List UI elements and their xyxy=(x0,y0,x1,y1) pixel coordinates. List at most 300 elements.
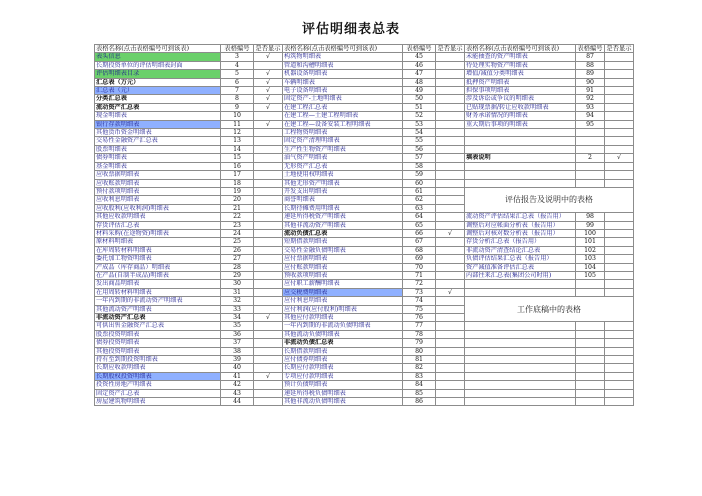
table-name-link[interactable]: 发出商品明细表 xyxy=(95,280,221,288)
table-name-link[interactable]: 短期借款明细表 xyxy=(283,238,403,246)
table-name-link[interactable]: 内部往来汇总表(集团公司时用) xyxy=(465,271,576,279)
table-code[interactable]: 27 xyxy=(221,255,254,263)
table-code[interactable]: 52 xyxy=(403,112,436,120)
table-name-link[interactable]: 非流动资产汇总表 xyxy=(95,314,221,322)
table-code[interactable]: 88 xyxy=(576,61,605,69)
table-code[interactable]: 24 xyxy=(221,229,254,237)
table-name-link[interactable]: 现金明细表 xyxy=(95,112,221,120)
section-heading: 评估报告及说明中的表格 xyxy=(465,187,634,212)
table-name-link[interactable]: 表头信息 xyxy=(95,53,221,61)
table-name-link[interactable]: 流动负债汇总表 xyxy=(283,229,403,237)
table-row xyxy=(95,246,634,254)
table-code[interactable]: 17 xyxy=(221,171,254,179)
show-flag xyxy=(605,70,634,78)
table-code[interactable]: 64 xyxy=(403,213,436,221)
table-name-link[interactable]: 长期股权投资明细表 xyxy=(95,372,221,380)
show-flag xyxy=(436,103,465,111)
show-flag: √ xyxy=(254,78,283,86)
table-name-link[interactable]: 材料采购(在途物资)明细表 xyxy=(95,229,221,237)
show-flag xyxy=(436,305,465,313)
header-table-code: 表格编号 xyxy=(221,45,254,53)
table-code[interactable]: 21 xyxy=(221,204,254,212)
table-code[interactable]: 4 xyxy=(221,61,254,69)
table-row xyxy=(95,339,634,347)
table-code[interactable]: 69 xyxy=(403,255,436,263)
table-name-link[interactable]: 可供出售金融资产汇总表 xyxy=(95,322,221,330)
table-code[interactable]: 8 xyxy=(221,95,254,103)
table-code[interactable]: 9 xyxy=(221,103,254,111)
table-code[interactable]: 62 xyxy=(403,196,436,204)
table-name-link[interactable]: 应付债券明细表 xyxy=(283,356,403,364)
table-code[interactable]: 28 xyxy=(221,263,254,271)
show-flag xyxy=(254,221,283,229)
table-row xyxy=(95,95,634,103)
show-flag xyxy=(254,322,283,330)
table-name-link[interactable]: 长期待摊费用明细表 xyxy=(283,204,403,212)
table-name-link[interactable]: 长期应付款明细表 xyxy=(283,364,403,372)
table-code[interactable]: 53 xyxy=(403,120,436,128)
show-flag xyxy=(436,129,465,137)
show-flag xyxy=(436,112,465,120)
empty-cell xyxy=(465,381,576,389)
table-name-link[interactable]: 未能抽查的资产明细表 xyxy=(465,53,576,61)
empty-cell xyxy=(576,171,605,179)
table-code[interactable]: 36 xyxy=(221,330,254,338)
table-code[interactable]: 43 xyxy=(221,389,254,397)
show-flag xyxy=(254,129,283,137)
show-flag xyxy=(605,229,634,237)
table-code[interactable]: 35 xyxy=(221,322,254,330)
table-name-link[interactable]: 资产减值准备评估汇总表 xyxy=(465,263,576,271)
table-code[interactable]: 98 xyxy=(576,213,605,221)
table-code[interactable]: 87 xyxy=(576,53,605,61)
table-name-link[interactable]: 其他无形资产明细表 xyxy=(283,179,403,187)
show-flag xyxy=(605,255,634,263)
empty-cell xyxy=(605,364,634,372)
table-code[interactable]: 40 xyxy=(221,364,254,372)
table-code[interactable]: 56 xyxy=(403,145,436,153)
show-flag xyxy=(254,288,283,296)
table-name-link[interactable]: 专项应付款明细表 xyxy=(283,372,403,380)
table-code[interactable]: 86 xyxy=(403,398,436,406)
table-code[interactable]: 83 xyxy=(403,372,436,380)
table-code[interactable]: 55 xyxy=(403,137,436,145)
table-code[interactable]: 30 xyxy=(221,280,254,288)
table-name-link[interactable]: 原材料明细表 xyxy=(95,238,221,246)
table-code[interactable]: 38 xyxy=(221,347,254,355)
empty-cell xyxy=(465,398,576,406)
table-code[interactable]: 34 xyxy=(221,314,254,322)
table-code[interactable]: 76 xyxy=(403,314,436,322)
table-name-link[interactable]: 应付利润(应付股利)明细表 xyxy=(283,305,403,313)
table-code[interactable]: 105 xyxy=(576,271,605,279)
empty-cell xyxy=(576,280,605,288)
show-flag xyxy=(254,280,283,288)
show-flag: √ xyxy=(254,372,283,380)
show-flag xyxy=(436,381,465,389)
table-name-link[interactable]: 其他流动负债明细表 xyxy=(283,330,403,338)
table-code[interactable]: 74 xyxy=(403,297,436,305)
table-name-link[interactable]: 预收款项明细表 xyxy=(283,271,403,279)
table-name-link[interactable]: 电子设备明细表 xyxy=(283,87,403,95)
table-code[interactable]: 63 xyxy=(403,204,436,212)
table-code[interactable]: 41 xyxy=(221,372,254,380)
table-code[interactable]: 3 xyxy=(221,53,254,61)
show-flag xyxy=(436,364,465,372)
table-row xyxy=(95,78,634,86)
table-code[interactable]: 59 xyxy=(403,171,436,179)
table-code[interactable]: 39 xyxy=(221,356,254,364)
table-name-link[interactable]: 增值/减值分类明细表 xyxy=(465,70,576,78)
table-code[interactable]: 103 xyxy=(576,255,605,263)
table-name-link[interactable]: 担保事项明细表 xyxy=(465,87,576,95)
table-code[interactable]: 94 xyxy=(576,112,605,120)
table-code[interactable]: 50 xyxy=(403,95,436,103)
table-code[interactable]: 79 xyxy=(403,339,436,347)
table-name-link[interactable]: 委托加工物资明细表 xyxy=(95,255,221,263)
table-name-link[interactable]: 长期应收款明细表 xyxy=(95,364,221,372)
table-code[interactable]: 32 xyxy=(221,297,254,305)
table-row xyxy=(95,213,634,221)
table-name-link[interactable]: 抵押资产明细表 xyxy=(465,78,576,86)
empty-cell xyxy=(576,145,605,153)
show-flag xyxy=(436,154,465,162)
table-code[interactable]: 49 xyxy=(403,87,436,95)
table-row xyxy=(95,381,634,389)
table-name-link[interactable]: 长期借款明细表 xyxy=(283,347,403,355)
table-code[interactable]: 16 xyxy=(221,162,254,170)
table-code[interactable]: 91 xyxy=(576,87,605,95)
empty-cell xyxy=(576,129,605,137)
table-code[interactable]: 90 xyxy=(576,78,605,86)
table-name-link[interactable]: 应付票据明细表 xyxy=(283,255,403,263)
header-show-flag: 是否显示 xyxy=(606,45,632,52)
table-code[interactable]: 84 xyxy=(403,381,436,389)
table-name-link[interactable]: 应付职工薪酬明细表 xyxy=(283,280,403,288)
table-code[interactable]: 20 xyxy=(221,196,254,204)
empty-cell xyxy=(465,288,576,296)
table-name-link[interactable]: 应收账款明细表 xyxy=(95,179,221,187)
table-name-link[interactable]: 应交税费明细表 xyxy=(283,288,403,296)
table-name-link[interactable]: 其他非流动资产明细表 xyxy=(283,221,403,229)
table-code[interactable]: 68 xyxy=(403,246,436,254)
table-code[interactable]: 6 xyxy=(221,78,254,86)
table-name-link[interactable]: 无形资产汇总表 xyxy=(283,162,403,170)
table-name-link[interactable]: 分类汇总表 xyxy=(95,95,221,103)
table-name-link[interactable]: 汇总表（万元） xyxy=(95,78,221,86)
table-name-link[interactable]: 应收票据明细表 xyxy=(95,171,221,179)
table-code[interactable]: 95 xyxy=(576,120,605,128)
fill-note-link[interactable]: 填表说明 xyxy=(465,154,576,162)
empty-cell xyxy=(605,322,634,330)
table-row xyxy=(95,87,634,95)
table-name-link[interactable]: 涉及诉讼或争议的明细表 xyxy=(465,95,576,103)
table-code[interactable]: 82 xyxy=(403,364,436,372)
table-name-link[interactable]: 存货分析汇总表（报告用） xyxy=(465,238,576,246)
table-code[interactable]: 47 xyxy=(403,70,436,78)
table-code[interactable]: 104 xyxy=(576,263,605,271)
table-name-link[interactable]: 投资性房地产明细表 xyxy=(95,381,221,389)
show-flag xyxy=(436,162,465,170)
table-code[interactable]: 31 xyxy=(221,288,254,296)
table-name-link[interactable]: 股票投资明细表 xyxy=(95,330,221,338)
summary-table xyxy=(94,44,634,406)
table-name-link[interactable]: 递延所得税资产明细表 xyxy=(283,213,403,221)
show-flag xyxy=(254,154,283,162)
table-row xyxy=(95,356,634,364)
show-flag xyxy=(605,78,634,86)
table-code[interactable]: 60 xyxy=(403,179,436,187)
table-row xyxy=(95,280,634,288)
table-name-link[interactable]: 一年内到期的非流动负债明细表 xyxy=(283,322,403,330)
table-name-link[interactable]: 应收利息明细表 xyxy=(95,196,221,204)
empty-cell xyxy=(576,347,605,355)
table-code[interactable]: 11 xyxy=(221,120,254,128)
table-code[interactable]: 80 xyxy=(403,347,436,355)
table-row xyxy=(95,372,634,380)
table-code[interactable]: 51 xyxy=(403,103,436,111)
table-name-link[interactable]: 待处理实物资产明细表 xyxy=(465,61,576,69)
table-code[interactable]: 99 xyxy=(576,221,605,229)
table-code[interactable]: 54 xyxy=(403,129,436,137)
empty-cell xyxy=(576,364,605,372)
table-code[interactable]: 85 xyxy=(403,389,436,397)
empty-cell xyxy=(605,347,634,355)
table-code[interactable]: 65 xyxy=(403,221,436,229)
show-flag xyxy=(605,221,634,229)
show-flag xyxy=(436,137,465,145)
show-flag xyxy=(436,372,465,380)
table-name-link[interactable]: 重大期后事项的明细表 xyxy=(465,120,576,128)
table-code[interactable]: 14 xyxy=(221,145,254,153)
empty-cell xyxy=(605,171,634,179)
show-flag xyxy=(254,137,283,145)
table-code[interactable]: 92 xyxy=(576,95,605,103)
table-code[interactable]: 45 xyxy=(403,53,436,61)
table-row xyxy=(95,145,634,153)
table-name-link[interactable]: 产成品（库存商品）明细表 xyxy=(95,263,221,271)
table-row xyxy=(95,221,634,229)
table-code[interactable]: 78 xyxy=(403,330,436,338)
table-name-link[interactable]: 在库周转材料明细表 xyxy=(95,246,221,254)
table-row xyxy=(95,179,634,187)
table-code[interactable]: 23 xyxy=(221,221,254,229)
show-flag xyxy=(254,187,283,195)
table-code[interactable]: 10 xyxy=(221,112,254,120)
table-name-link[interactable]: 股票明细表 xyxy=(95,145,221,153)
table-row xyxy=(95,364,634,372)
table-name-link[interactable]: 流动资产评估结果汇总表（报告用） xyxy=(465,213,576,221)
table-name-link[interactable]: 在建工程—土建工程明细表 xyxy=(283,112,403,120)
show-flag xyxy=(436,297,465,305)
table-name-link[interactable]: 管道和沟槽明细表 xyxy=(283,61,403,69)
table-name-link[interactable]: 非流动资产清查结论汇总表 xyxy=(465,246,576,254)
table-code[interactable]: 73 xyxy=(403,288,436,296)
table-code[interactable]: 81 xyxy=(403,356,436,364)
table-code[interactable]: 2 xyxy=(576,154,605,162)
table-name-link[interactable]: 银行存款明细表 xyxy=(95,120,221,128)
empty-cell xyxy=(605,372,634,380)
table-code[interactable]: 77 xyxy=(403,322,436,330)
table-code[interactable]: 71 xyxy=(403,271,436,279)
table-name-link[interactable]: 油气资产明细表 xyxy=(283,154,403,162)
table-code[interactable]: 61 xyxy=(403,187,436,195)
table-name-link[interactable]: 生产性生物资产明细表 xyxy=(283,145,403,153)
table-code[interactable]: 33 xyxy=(221,305,254,313)
table-code[interactable]: 46 xyxy=(403,61,436,69)
table-name-link[interactable]: 调整后对应帐面分析表（报告用） xyxy=(465,221,576,229)
table-code[interactable]: 75 xyxy=(403,305,436,313)
empty-cell xyxy=(605,389,634,397)
table-name-link[interactable]: 车辆明细表 xyxy=(283,78,403,86)
empty-cell xyxy=(465,280,576,288)
table-name-link[interactable]: 其他应收款明细表 xyxy=(95,213,221,221)
table-code[interactable]: 15 xyxy=(221,154,254,162)
empty-cell xyxy=(605,162,634,170)
table-name-link[interactable]: 构筑物明细表 xyxy=(283,53,403,61)
table-name-link[interactable]: 基金明细表 xyxy=(95,162,221,170)
empty-cell xyxy=(576,288,605,296)
table-name-link[interactable]: 流动资产汇总表 xyxy=(95,103,221,111)
show-flag xyxy=(254,213,283,221)
table-row xyxy=(95,137,634,145)
table-name-link[interactable]: 一年内到期的非流动资产明细表 xyxy=(95,297,221,305)
table-name-link[interactable]: 其他应付款明细表 xyxy=(283,314,403,322)
table-name-link[interactable]: 房屋建筑物明细表 xyxy=(95,398,221,406)
show-flag xyxy=(254,255,283,263)
table-name-link[interactable]: 其他投资明细表 xyxy=(95,347,221,355)
table-name-link[interactable]: 预计负债明细表 xyxy=(283,381,403,389)
table-code[interactable]: 26 xyxy=(221,246,254,254)
table-name-link[interactable]: 递延所得税负债明细表 xyxy=(283,389,403,397)
table-code[interactable]: 89 xyxy=(576,70,605,78)
table-name-link[interactable]: 在建工程—设备安装工程明细表 xyxy=(283,120,403,128)
table-row xyxy=(95,347,634,355)
show-flag xyxy=(254,305,283,313)
table-code[interactable]: 66 xyxy=(403,229,436,237)
empty-cell xyxy=(576,137,605,145)
table-code[interactable]: 100 xyxy=(576,229,605,237)
table-code[interactable]: 57 xyxy=(403,154,436,162)
show-flag: √ xyxy=(254,120,283,128)
table-name-link[interactable]: 评估明细表目录 xyxy=(95,70,221,78)
table-name-link[interactable]: 土地使用权明细表 xyxy=(283,171,403,179)
table-name-link[interactable]: 在建工程汇总表 xyxy=(283,103,403,111)
show-flag xyxy=(605,53,634,61)
table-name-link[interactable]: 固定资产清理明细表 xyxy=(283,137,403,145)
table-code[interactable]: 48 xyxy=(403,78,436,86)
table-name-link[interactable]: 其他流动资产明细表 xyxy=(95,305,221,313)
table-name-link[interactable]: 财务承诺情况的明细表 xyxy=(465,112,576,120)
header-table-code: 表格编号 xyxy=(403,45,436,53)
table-name-link[interactable]: 非流动负债汇总表 xyxy=(283,339,403,347)
table-row xyxy=(95,112,634,120)
table-name-link[interactable]: 应付利息明细表 xyxy=(283,297,403,305)
table-name-link[interactable]: 应付账款明细表 xyxy=(283,263,403,271)
table-code[interactable]: 70 xyxy=(403,263,436,271)
show-flag xyxy=(254,179,283,187)
show-flag xyxy=(254,356,283,364)
table-name-link[interactable]: 调整后对核对数分析表（报告用） xyxy=(465,229,576,237)
table-name-link[interactable]: 应收股利(应收利润)明细表 xyxy=(95,204,221,212)
table-code[interactable]: 42 xyxy=(221,381,254,389)
table-name-link[interactable]: 负债评估结果汇总表（报告用） xyxy=(465,255,576,263)
table-name-link[interactable]: 交易性金融资产汇总表 xyxy=(95,137,221,145)
table-name-link[interactable]: 持有至到期投资明细表 xyxy=(95,356,221,364)
show-flag xyxy=(254,364,283,372)
table-code[interactable]: 12 xyxy=(221,129,254,137)
show-flag xyxy=(254,171,283,179)
table-name-link[interactable]: 开发支出明细表 xyxy=(283,187,403,195)
table-name-link[interactable]: 在产品(自制半成品)明细表 xyxy=(95,271,221,279)
table-name-link[interactable]: 债券投资明细表 xyxy=(95,339,221,347)
show-flag xyxy=(436,314,465,322)
table-name-link[interactable]: 预付款项明细表 xyxy=(95,187,221,195)
table-code[interactable]: 58 xyxy=(403,162,436,170)
table-name-link[interactable]: 商誉明细表 xyxy=(283,196,403,204)
table-code[interactable]: 67 xyxy=(403,238,436,246)
show-flag xyxy=(254,196,283,204)
empty-cell xyxy=(576,398,605,406)
table-code[interactable]: 19 xyxy=(221,187,254,195)
table-row xyxy=(95,120,634,128)
table-name-link[interactable]: 长期投资单位的评估明细表封面 xyxy=(95,61,221,69)
empty-cell xyxy=(465,356,576,364)
table-row xyxy=(95,271,634,279)
table-code[interactable]: 22 xyxy=(221,213,254,221)
show-flag: √ xyxy=(436,288,465,296)
empty-cell xyxy=(465,179,576,187)
table-code[interactable]: 102 xyxy=(576,246,605,254)
table-code[interactable]: 37 xyxy=(221,339,254,347)
table-name-link[interactable]: 机器设备明细表 xyxy=(283,70,403,78)
header-table-name: 表格名称(点击表格编号可到该表) xyxy=(95,45,221,53)
empty-cell xyxy=(605,280,634,288)
empty-cell xyxy=(576,162,605,170)
show-flag xyxy=(254,238,283,246)
show-flag xyxy=(436,356,465,364)
table-code[interactable]: 7 xyxy=(221,87,254,95)
table-name-link[interactable]: 存货评估汇总表 xyxy=(95,221,221,229)
show-flag xyxy=(436,280,465,288)
table-name-link[interactable]: 交易性金融负债明细表 xyxy=(283,246,403,254)
show-flag xyxy=(254,204,283,212)
table-code[interactable]: 18 xyxy=(221,179,254,187)
show-flag xyxy=(254,297,283,305)
table-name-link[interactable]: 工程物资明细表 xyxy=(283,129,403,137)
table-name-link[interactable]: 固定资产-土地明细表 xyxy=(283,95,403,103)
table-code[interactable]: 44 xyxy=(221,398,254,406)
table-code[interactable]: 93 xyxy=(576,103,605,111)
table-code[interactable]: 13 xyxy=(221,137,254,145)
table-name-link[interactable]: 已贴现票据/转让应收款明细表 xyxy=(465,103,576,111)
table-name-link[interactable]: 在用周转材料明细表 xyxy=(95,288,221,296)
table-code[interactable]: 25 xyxy=(221,238,254,246)
table-name-link[interactable]: 债券明细表 xyxy=(95,154,221,162)
table-name-link[interactable]: 其他非流动负债明细表 xyxy=(283,398,403,406)
show-flag: √ xyxy=(254,53,283,61)
empty-cell xyxy=(605,137,634,145)
table-code[interactable]: 101 xyxy=(576,238,605,246)
show-flag xyxy=(605,238,634,246)
table-code[interactable]: 29 xyxy=(221,271,254,279)
section-heading: 工作底稿中的表格 xyxy=(465,297,634,322)
table-name-link[interactable]: 其他货币资金明细表 xyxy=(95,129,221,137)
table-name-link[interactable]: 汇总表（元） xyxy=(95,87,221,95)
table-code[interactable]: 5 xyxy=(221,70,254,78)
table-code[interactable]: 72 xyxy=(403,280,436,288)
table-name-link[interactable]: 固定资产汇总表 xyxy=(95,389,221,397)
